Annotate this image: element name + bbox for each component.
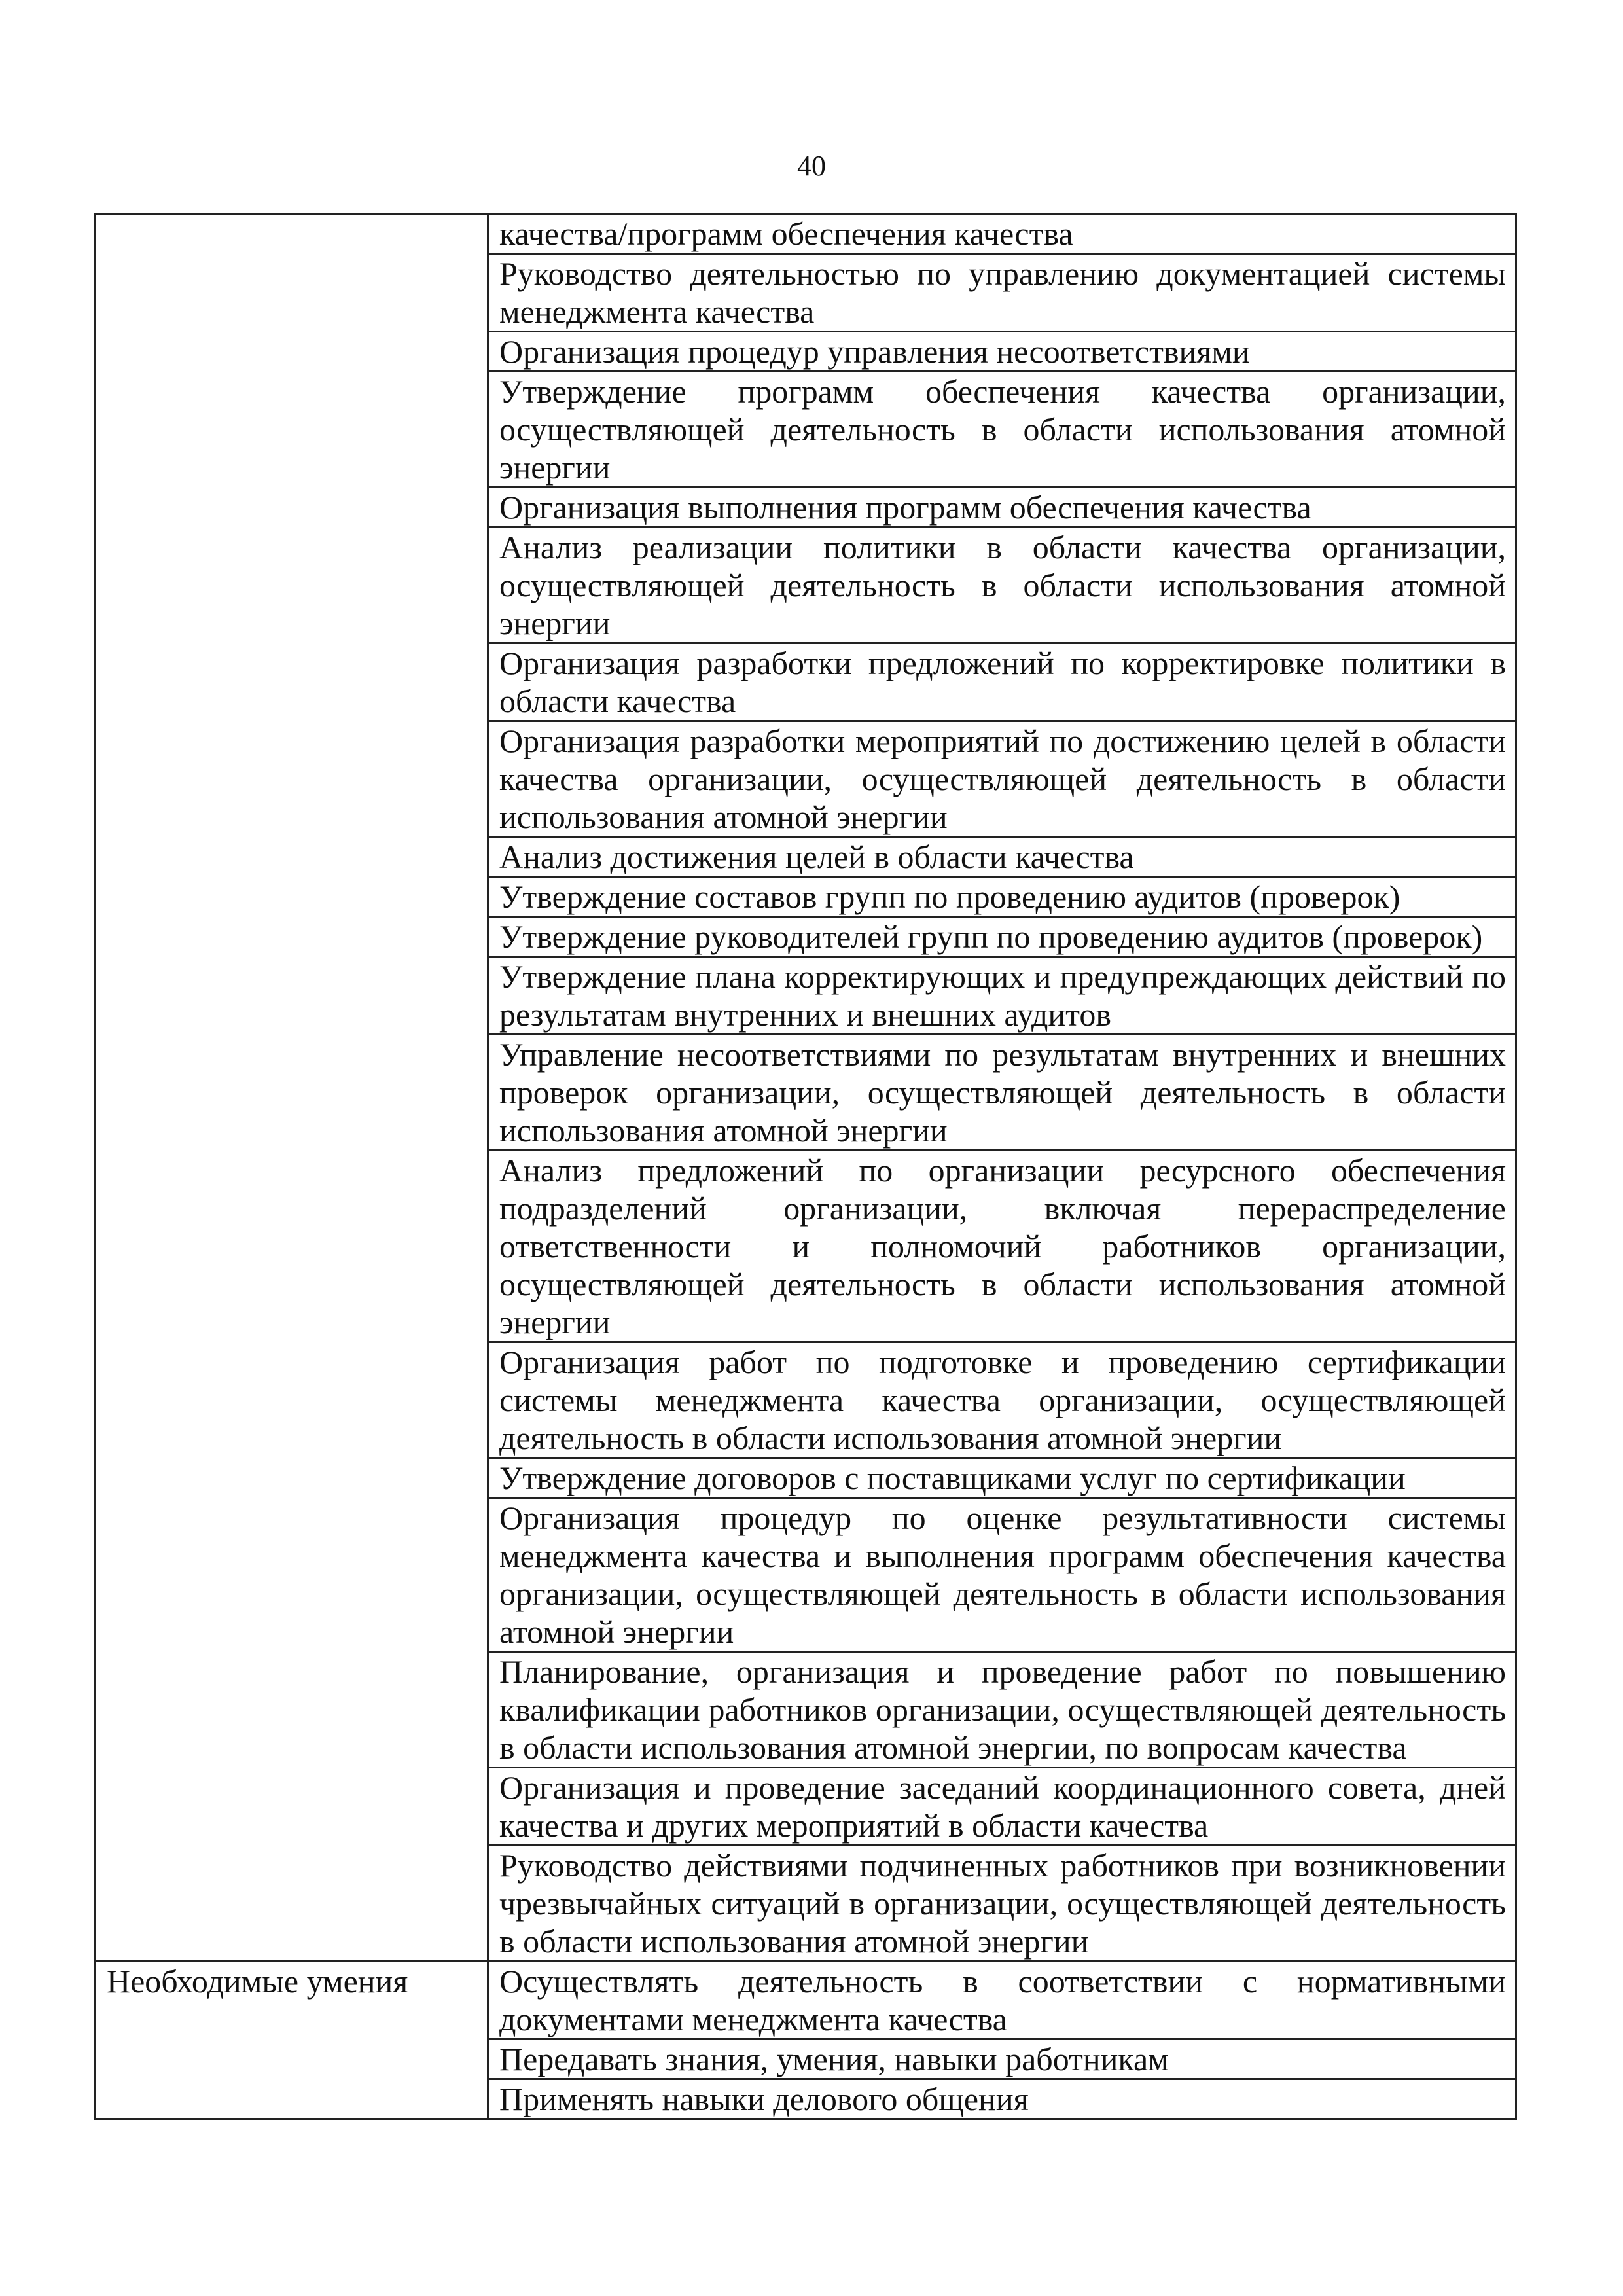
table-row [96, 1962, 1516, 2039]
table-cell: Организация разработки предложений по корректировке политики в области качества [488, 643, 1516, 721]
table-cell: Осуществлять деятельность в соответствии с нормативными документами менеджмента качества [488, 1962, 1516, 2039]
labor-actions-label-cell [96, 214, 488, 1962]
table-row [96, 214, 1516, 254]
table-cell: Организация работ по подготовке и проведению сертификации системы менеджмента качества организации, осуществляющей деятельность в области использования атомной энергии [488, 1342, 1516, 1458]
skills-label: Необходимые умения [96, 1962, 488, 2119]
table-cell: Утверждение плана корректирующих и предупреждающих действий по результатам внутренних и внешних аудитов [488, 957, 1516, 1035]
table-cell: Анализ достижения целей в области качества [488, 837, 1516, 877]
table-cell: Анализ предложений по организации ресурсного обеспечения подразделений организации, включая перераспределение ответственности и полномочий работников организации, осуществляющей деятельность в области использования атомной энергии [488, 1151, 1516, 1342]
table-cell: Передавать знания, умения, навыки работникам [488, 2039, 1516, 2079]
table-cell: Руководство действиями подчиненных работников при возникновении чрезвычайных ситуаций в организации, осуществляющей деятельность в области использования атомной энергии [488, 1846, 1516, 1962]
table-cell: Утверждение составов групп по проведению аудитов (проверок) [488, 877, 1516, 917]
table-cell: Применять навыки делового общения [488, 2079, 1516, 2119]
table-cell: Планирование, организация и проведение работ по повышению квалификации работников организации, осуществляющей деятельность в области использования атомной энергии, по вопросам качества [488, 1652, 1516, 1768]
table-cell: Организация и проведение заседаний координационного совета, дней качества и других мероприятий в области качества [488, 1768, 1516, 1846]
table-cell: Руководство деятельностью по управлению документацией системы менеджмента качества [488, 254, 1516, 332]
qualification-table [94, 213, 1517, 2120]
table-cell: Управление несоответствиями по результатам внутренних и внешних проверок организации, осуществляющей деятельность в области использования атомной энергии [488, 1035, 1516, 1151]
table-cell: качества/программ обеспечения качества [488, 214, 1516, 254]
table-cell: Организация процедур управления несоответствиями [488, 332, 1516, 372]
table-cell: Анализ реализации политики в области качества организации, осуществляющей деятельность в области использования атомной энергии [488, 528, 1516, 643]
table-cell: Организация выполнения программ обеспечения качества [488, 488, 1516, 528]
table-cell: Утверждение руководителей групп по проведению аудитов (проверок) [488, 917, 1516, 957]
table-cell: Организация процедур по оценке результативности системы менеджмента качества и выполнения программ обеспечения качества организации, осуществляющей деятельность в области использования атомной энергии [488, 1498, 1516, 1652]
table-cell: Утверждение программ обеспечения качества организации, осуществляющей деятельность в области использования атомной энергии [488, 372, 1516, 488]
table-cell: Утверждение договоров с поставщиками услуг по сертификации [488, 1458, 1516, 1498]
table-cell: Организация разработки мероприятий по достижению целей в области качества организации, осуществляющей деятельность в области использования атомной энергии [488, 721, 1516, 837]
page-number: 40 [797, 150, 826, 182]
